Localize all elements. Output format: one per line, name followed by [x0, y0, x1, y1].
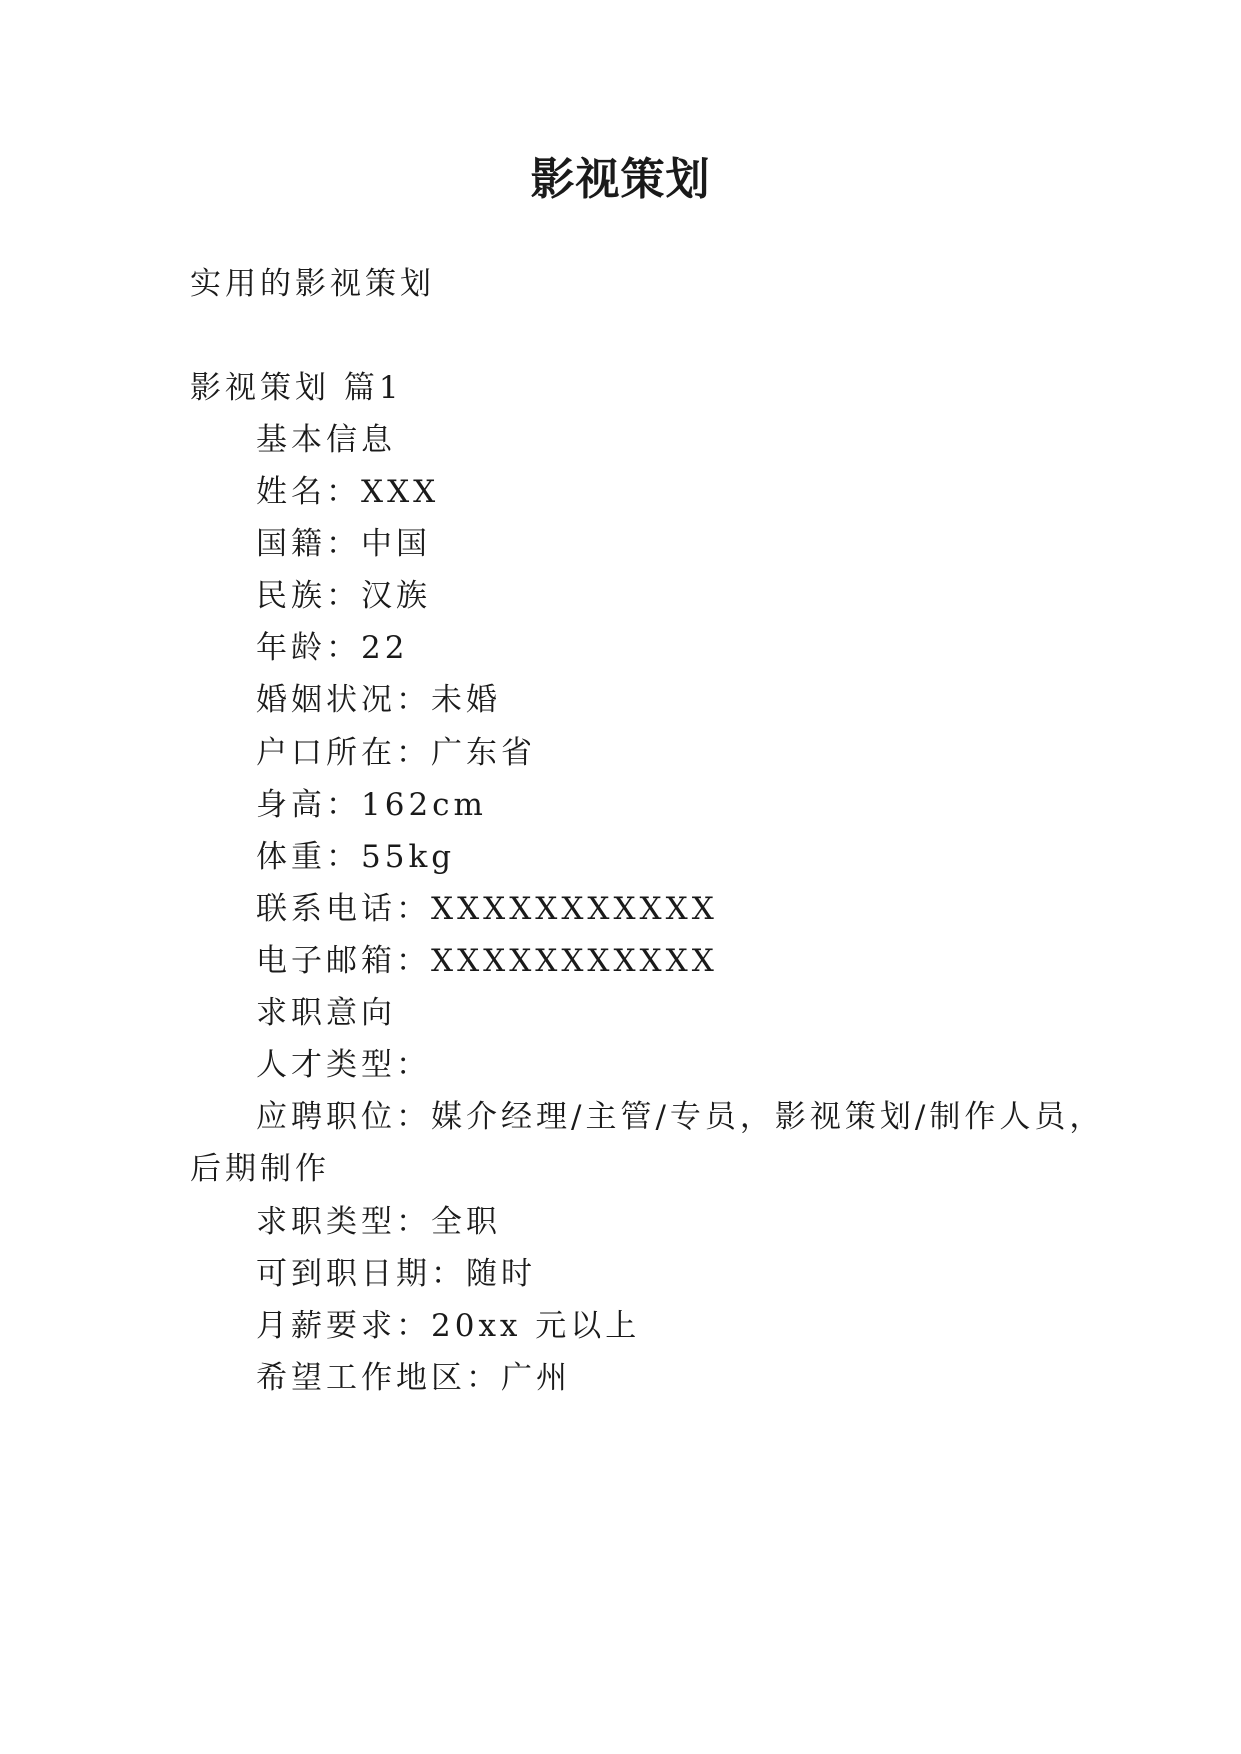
name-line: 姓名：XXX	[256, 474, 440, 510]
marital-status-line: 婚姻状况：未婚	[256, 682, 501, 718]
job-intention-heading: 求职意向	[256, 995, 396, 1031]
preferred-location-line: 希望工作地区：广州	[256, 1360, 571, 1396]
height-line: 身高：162cm	[256, 787, 487, 823]
available-date-line: 可到职日期：随时	[256, 1256, 536, 1292]
email-line: 电子邮箱：XXXXXXXXXXX	[256, 943, 718, 979]
position-applied-line: 应聘职位：媒介经理/主管/专员，影视策划/制作人员，	[256, 1099, 1105, 1135]
document-subtitle: 实用的影视策划	[190, 266, 435, 302]
age-line: 年龄：22	[256, 630, 409, 666]
talent-type-line: 人才类型：	[256, 1047, 431, 1083]
document-title: 影视策划	[530, 154, 711, 205]
section-heading: 影视策划 篇1	[190, 370, 403, 406]
nationality-line: 国籍：中国	[256, 526, 431, 562]
salary-requirement-line: 月薪要求：20xx 元以上	[256, 1308, 641, 1344]
phone-line: 联系电话：XXXXXXXXXXX	[256, 891, 718, 927]
ethnicity-line: 民族：汉族	[256, 578, 431, 614]
household-registration-line: 户口所在：广东省	[256, 735, 536, 771]
position-applied-continuation: 后期制作	[190, 1151, 330, 1187]
weight-line: 体重：55kg	[256, 839, 456, 875]
job-type-line: 求职类型：全职	[256, 1204, 501, 1240]
basic-info-heading: 基本信息	[256, 422, 396, 458]
